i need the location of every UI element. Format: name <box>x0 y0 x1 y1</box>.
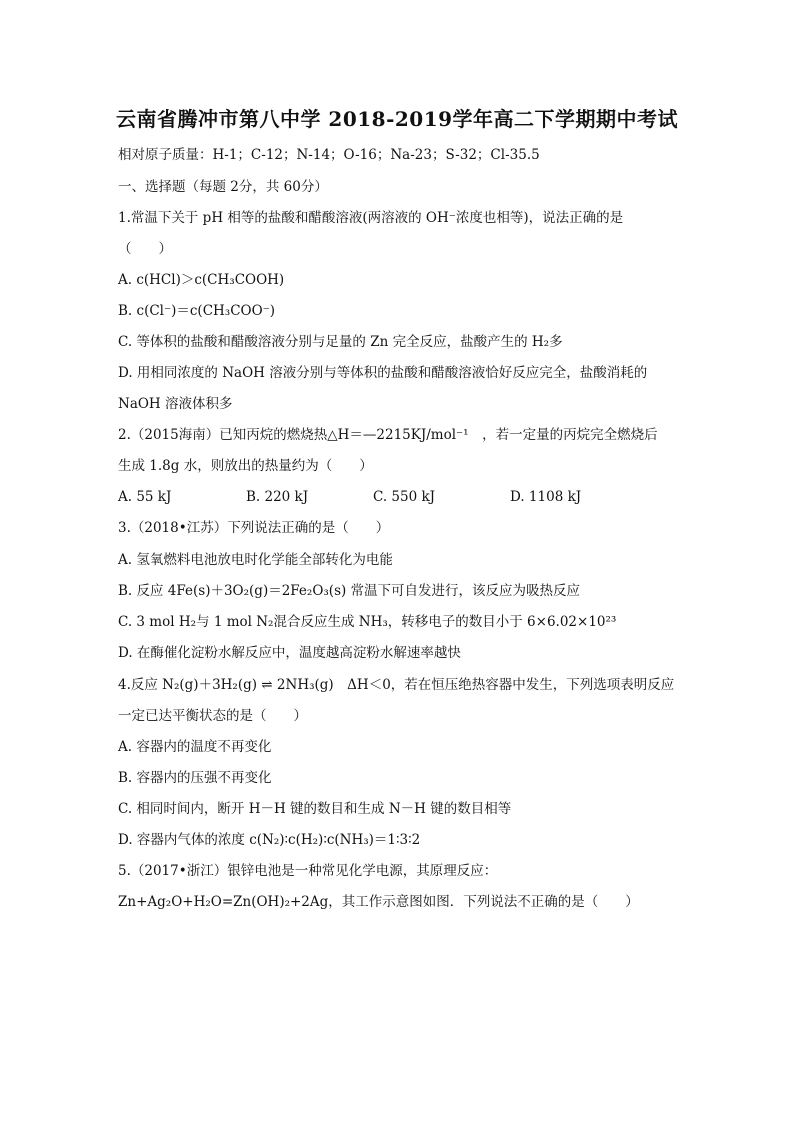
q2-stem-cont: 生成 1.8g 水，则放出的热量约为（ ） <box>118 458 373 474</box>
q3-stem: 3.（2018•江苏）下列说法正确的是（ ） <box>118 520 390 536</box>
q3-option-b: B. 反应 4Fe(s)＋3O₂(g)＝2Fe₂O₃(s) 常温下可自发进行，该反应为吸热反应 <box>118 583 581 599</box>
q3-option-d: D. 在酶催化淀粉水解反应中，温度越高淀粉水解速率越快 <box>118 645 461 661</box>
q4-stem-cont: 一定已达平衡状态的是（ ） <box>118 708 307 724</box>
q5-stem: 5.（2017•浙江）银锌电池是一种常见化学电源，其原理反应： <box>118 863 498 879</box>
q1-option-b: B. c(Cl⁻)＝c(CH₃COO⁻) <box>118 303 276 319</box>
q1-option-d: D. 用相同浓度的 NaOH 溶液分别与等体积的盐酸和醋酸溶液恰好反应完全，盐酸消耗的 <box>118 365 648 381</box>
q5-stem-cont: Zn+Ag₂O+H₂O=Zn(OH)₂+2Ag，其工作示意图如图．下列说法不正确的是（ ） <box>118 894 639 910</box>
q1-answer-bracket: （ ） <box>118 241 172 257</box>
q1-stem: 1.常温下关于 pH 相等的盐酸和醋酸溶液(两溶液的 OH⁻浓度也相等)，说法正确的是 <box>118 210 624 226</box>
q4-option-d: D. 容器内气体的浓度 c(N₂)∶c(H₂)∶c(NH₃)＝1∶3∶2 <box>118 832 421 848</box>
q2-option-d: D. 1108 kJ <box>510 489 582 505</box>
q2-option-a: A. 55 kJ <box>118 489 172 505</box>
q2-option-c: C. 550 kJ <box>373 489 436 505</box>
q4-option-b: B. 容器内的压强不再变化 <box>118 770 272 786</box>
section-heading: 一、选择题（每题 2分，共 60分） <box>118 179 328 195</box>
q2-stem: 2.（2015海南）已知丙烷的燃烧热△H＝—2215KJ/mol⁻¹ ，若一定量的丙烷完全燃烧后 <box>118 427 658 443</box>
q2-option-b: B. 220 kJ <box>246 489 309 505</box>
q4-option-a: A. 容器内的温度不再变化 <box>118 739 272 755</box>
q4-stem: 4.反应 N₂(g)＋3H₂(g) ⇌ 2NH₃(g) ΔH＜0，若在恒压绝热容器中发生，下列选项表明反应 <box>118 677 675 693</box>
q3-option-a: A. 氢氧燃料电池放电时化学能全部转化为电能 <box>118 552 393 568</box>
q2-options <box>118 488 581 506</box>
q3-option-c: C. 3 mol H₂与 1 mol N₂混合反应生成 NH₃，转移电子的数目小于 6×6.02×10²³ <box>118 614 617 630</box>
q1-option-d-cont: NaOH 溶液体积多 <box>118 396 233 412</box>
q1-option-a: A. c(HCl)＞c(CH₃COOH) <box>118 272 285 288</box>
atomic-mass-line: 相对原子质量：H-1；C-12；N-14；O-16；Na-23；S-32；Cl-35.5 <box>118 147 540 163</box>
q4-option-c: C. 相同时间内，断开 H－H 键的数目和生成 N－H 键的数目相等 <box>118 801 512 817</box>
exam-title: 云南省腾冲市第八中学 2018-2019学年高二下学期期中考试 <box>115 107 679 131</box>
q1-option-c: C. 等体积的盐酸和醋酸溶液分别与足量的 Zn 完全反应，盐酸产生的 H₂多 <box>118 334 563 350</box>
